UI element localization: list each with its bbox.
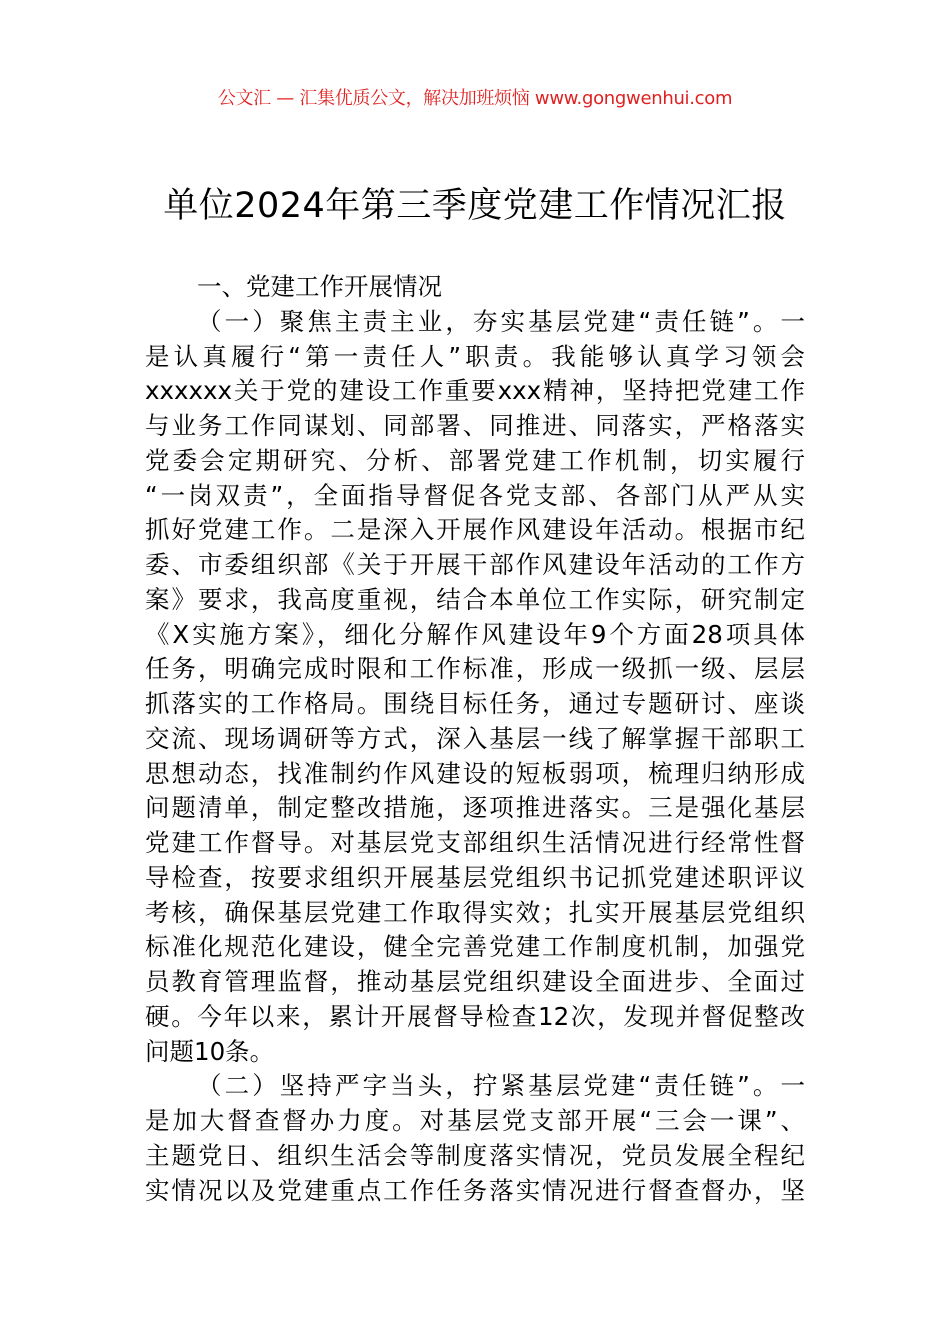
text-line: 是加大督查督办力度。对基层党支部开展“三会一课”、 bbox=[145, 1106, 805, 1135]
section-heading: 一、党建工作开展情况 bbox=[197, 272, 442, 301]
text-line: 党建工作督导。对基层党支部组织生活情况进行经常性督 bbox=[145, 828, 805, 857]
text-line: 委、市委组织部《关于开展干部作风建设年活动的工作方 bbox=[145, 550, 805, 579]
document-title: 单位2024年第三季度党建工作情况汇报 bbox=[163, 186, 787, 226]
text-line: 员教育管理监督，推动基层党组织建设全面进步、全面过 bbox=[145, 967, 805, 996]
paragraph-lines bbox=[145, 305, 805, 1209]
watermark-header: 公文汇 — 汇集优质公文，解决加班烦恼 www.gongwenhui.com bbox=[217, 88, 733, 109]
text-line: 与业务工作同谋划、同部署、同推进、同落实，严格落实 bbox=[145, 411, 805, 440]
text-line: 实情况以及党建重点工作任务落实情况进行督查督办，坚 bbox=[145, 1175, 805, 1205]
document-body bbox=[145, 270, 805, 1208]
text-line: 主题党日、组织生活会等制度落实情况，党员发展全程纪 bbox=[145, 1140, 805, 1170]
text-line: “一岗双责”，全面指导督促各党支部、各部门从严从实 bbox=[145, 480, 805, 510]
text-line: 思想动态，找准制约作风建设的短板弱项，梳理归纳形成 bbox=[145, 758, 805, 788]
text-line: 标准化规范化建设，健全完善党建工作制度机制，加强党 bbox=[145, 932, 805, 962]
text-line: 抓落实的工作格局。围绕目标任务，通过专题研讨、座谈 bbox=[145, 689, 805, 718]
text-line: 交流、现场调研等方式，深入基层一线了解掌握干部职工 bbox=[145, 723, 805, 753]
text-line: 导检查，按要求组织开展基层党组织书记抓党建述职评议 bbox=[145, 862, 805, 892]
text-line: （一）聚焦主责主业，夯实基层党建“责任链”。一 bbox=[197, 306, 805, 336]
text-line: 任务，明确完成时限和工作标准，形成一级抓一级、层层 bbox=[145, 654, 805, 684]
text-line: 案》要求，我高度重视，结合本单位工作实际，研究制定 bbox=[145, 584, 805, 614]
text-line: 党委会定期研究、分析、部署党建工作机制，切实履行 bbox=[145, 445, 805, 475]
text-line: 抓好党建工作。二是深入开展作风建设年活动。根据市纪 bbox=[145, 515, 805, 545]
text-line: 硬。今年以来，累计开展督导检查12次，发现并督促整改 bbox=[145, 1001, 805, 1031]
text-line: 是认真履行“第一责任人”职责。我能够认真学习领会 bbox=[145, 341, 805, 371]
text-line: 问题清单，制定整改措施，逐项推进落实。三是强化基层 bbox=[145, 793, 805, 823]
text-line: xxxxxx关于党的建设工作重要xxx精神，坚持把党建工作 bbox=[145, 376, 805, 406]
text-line: 问题10条。 bbox=[145, 1036, 275, 1066]
text-line: 《X实施方案》，细化分解作风建设年9个方面28项具体 bbox=[145, 619, 805, 649]
text-line: （二）坚持严字当头，拧紧基层党建“责任链”。一 bbox=[197, 1071, 805, 1101]
text-line: 考核，确保基层党建工作取得实效；扎实开展基层党组织 bbox=[145, 897, 805, 927]
